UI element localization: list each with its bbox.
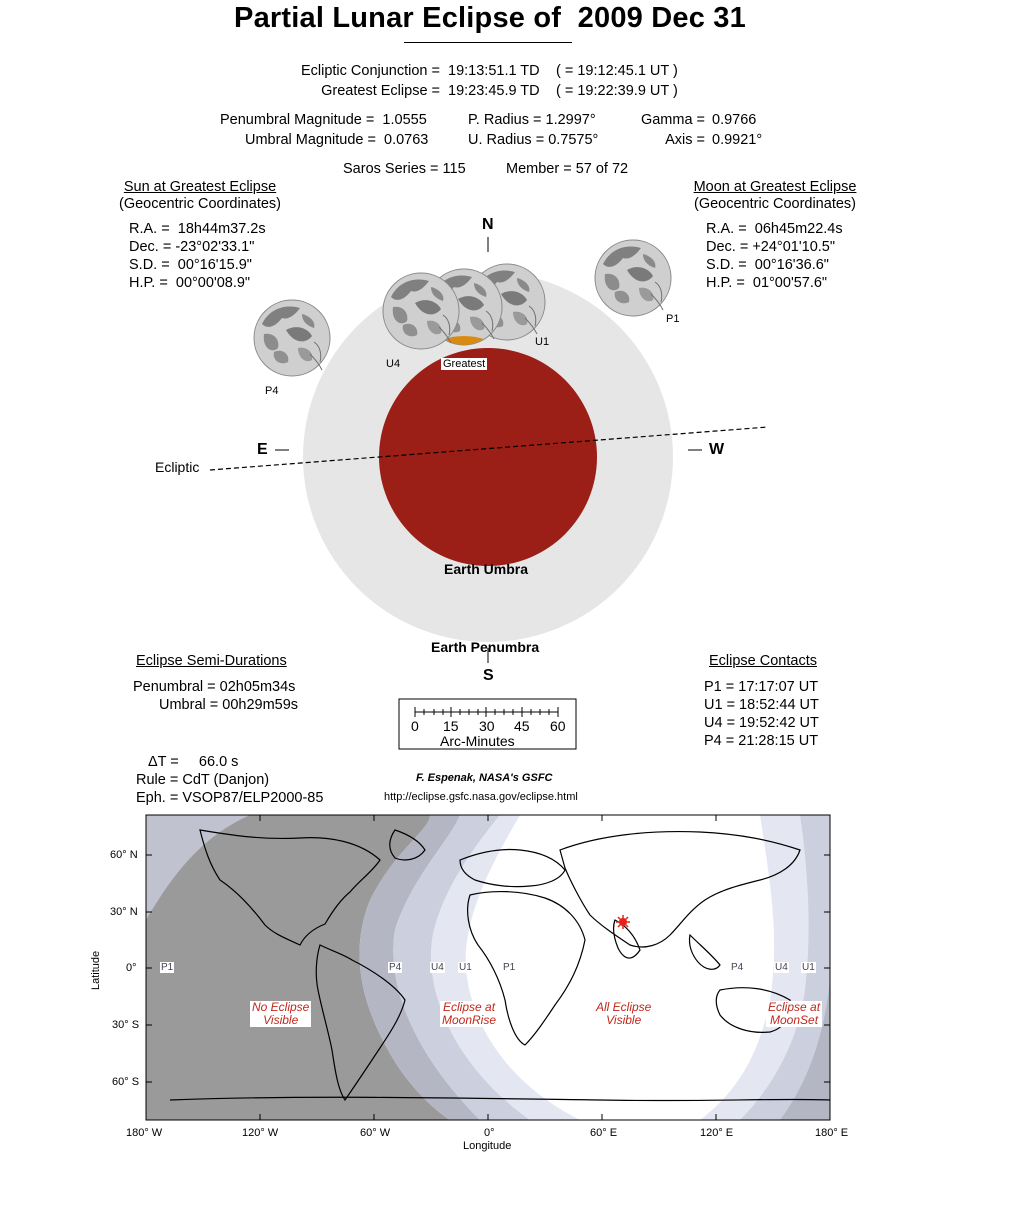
- contact-u4: U4 = 19:52:42 UT: [704, 715, 819, 731]
- moon-hp: H.P. = 01°00'57.6": [706, 275, 828, 291]
- greatest-eclipse-label: Greatest Eclipse =: [321, 83, 440, 99]
- scale-tick-30: 30: [479, 718, 495, 734]
- sun-heading: Sun at Greatest Eclipse: [123, 179, 277, 195]
- map-tag-u4-east: U4: [775, 962, 788, 973]
- lat-tick-0: 0°: [126, 962, 137, 974]
- lon-tick-180w: 180° W: [126, 1127, 163, 1139]
- scale-tick-0: 0: [411, 718, 419, 734]
- umbra-label: Earth Umbra: [444, 561, 529, 577]
- moonset-label: Eclipse at MoonSet: [768, 1000, 821, 1027]
- lat-tick-30n: 30° N: [110, 906, 138, 918]
- world-map: [146, 815, 830, 1120]
- contact-p4: P4 = 21:28:15 UT: [704, 733, 819, 749]
- durations-heading: Eclipse Semi-Durations: [136, 653, 287, 669]
- credit-url[interactable]: http://eclipse.gsfc.nasa.gov/eclipse.html: [384, 791, 578, 803]
- map-tag-u1-east: U1: [802, 962, 815, 973]
- gamma-label: Gamma =: [640, 112, 705, 128]
- moon-dec: Dec. = +24°01'10.5": [706, 239, 835, 255]
- lat-tick-60n: 60° N: [110, 849, 138, 861]
- lon-tick-0: 0°: [484, 1127, 495, 1139]
- u1-label: U1: [535, 336, 550, 348]
- contacts-heading: Eclipse Contacts: [709, 653, 817, 669]
- moon-position-u4: [383, 273, 459, 349]
- moon-position-p4: [254, 300, 330, 376]
- latitude-axis-label: Latitude: [90, 950, 102, 990]
- axis-value: 0.9921°: [712, 132, 763, 148]
- moon-sd: S.D. = 00°16'36.6": [706, 257, 829, 273]
- lon-tick-120e: 120° E: [700, 1127, 734, 1139]
- conjunction-td: 19:13:51.1 TD: [448, 63, 540, 79]
- moon-position-p1: [595, 240, 671, 316]
- moon-subheading: (Geocentric Coordinates): [694, 196, 856, 212]
- map-tag-p1-west: P1: [161, 962, 174, 973]
- penumbral-duration: Penumbral = 02h05m34s: [133, 679, 296, 695]
- credit-author: F. Espenak, NASA's GSFC: [416, 772, 553, 784]
- umbral-duration: Umbral = 00h29m59s: [159, 697, 299, 713]
- ecliptic-label: Ecliptic: [155, 459, 200, 475]
- penumbral-magnitude: Penumbral Magnitude = 1.0555: [220, 112, 427, 128]
- penumbra-label: Earth Penumbra: [431, 639, 540, 655]
- earth-umbra: [379, 348, 597, 566]
- moon-ra: R.A. = 06h45m22.4s: [706, 221, 843, 237]
- lon-tick-180e: 180° E: [815, 1127, 849, 1139]
- greatest-label: Greatest: [443, 358, 486, 370]
- rule: Rule = CdT (Danjon): [136, 772, 270, 788]
- no-eclipse-label: No Eclipse Visible: [252, 1000, 310, 1027]
- sun-subheading: (Geocentric Coordinates): [119, 196, 281, 212]
- moonrise-label: Eclipse at MoonRise: [442, 1000, 497, 1027]
- contact-p1: P1 = 17:17:07 UT: [704, 679, 819, 695]
- south-label: S: [483, 667, 494, 684]
- sun-hp: H.P. = 00°00'08.9": [129, 275, 251, 291]
- p1-label: P1: [666, 313, 680, 325]
- conjunction-ut: ( = 19:12:45.1 UT ): [556, 63, 678, 79]
- greatest-eclipse-ut: ( = 19:22:39.9 UT ): [556, 83, 678, 99]
- lon-tick-120w: 120° W: [242, 1127, 279, 1139]
- sun-dec: Dec. = -23°02'33.1": [129, 239, 255, 255]
- gamma-value: 0.9766: [712, 112, 757, 128]
- greatest-eclipse-td: 19:23:45.9 TD: [448, 83, 540, 99]
- sun-sd: S.D. = 00°16'15.9": [129, 257, 252, 273]
- scale-label: Arc-Minutes: [440, 733, 515, 749]
- longitude-axis-label: Longitude: [463, 1140, 512, 1152]
- axis-label: Axis =: [665, 132, 705, 148]
- lat-tick-30s: 30° S: [112, 1019, 140, 1031]
- lon-tick-60e: 60° E: [590, 1127, 618, 1139]
- u4-label: U4: [386, 358, 401, 370]
- page-title: Partial Lunar Eclipse of 2009 Dec 31: [234, 2, 746, 34]
- map-tag-p4-west: P4: [389, 962, 402, 973]
- sun-ra: R.A. = 18h44m37.2s: [129, 221, 266, 237]
- contact-u1: U1 = 18:52:44 UT: [704, 697, 819, 713]
- map-tag-p1-east: P1: [503, 962, 516, 973]
- umbral-magnitude: Umbral Magnitude = 0.0763: [245, 132, 429, 148]
- map-tag-p4-east: P4: [731, 962, 744, 973]
- lon-tick-60w: 60° W: [360, 1127, 391, 1139]
- east-label: E: [257, 441, 268, 458]
- saros-series: Saros Series = 115: [343, 161, 466, 177]
- umbral-radius: U. Radius = 0.7575°: [468, 132, 599, 148]
- ephemeris: Eph. = VSOP87/ELP2000-85: [136, 790, 324, 806]
- penumbral-radius: P. Radius = 1.2997°: [468, 112, 596, 128]
- all-eclipse-label: All Eclipse Visible: [596, 1000, 652, 1027]
- west-label: W: [709, 441, 725, 458]
- map-tag-u1-west: U1: [459, 962, 472, 973]
- scale-tick-15: 15: [443, 718, 459, 734]
- saros-member: Member = 57 of 72: [506, 161, 629, 177]
- north-label: N: [482, 216, 494, 233]
- conjunction-label: Ecliptic Conjunction =: [300, 63, 440, 79]
- map-tag-u4-west: U4: [431, 962, 444, 973]
- lat-tick-60s: 60° S: [112, 1076, 140, 1088]
- moon-heading: Moon at Greatest Eclipse: [693, 179, 857, 195]
- delta-t: ΔT = 66.0 s: [148, 754, 239, 770]
- p4-label: P4: [265, 385, 279, 397]
- scale-tick-60: 60: [550, 718, 566, 734]
- scale-tick-45: 45: [514, 718, 530, 734]
